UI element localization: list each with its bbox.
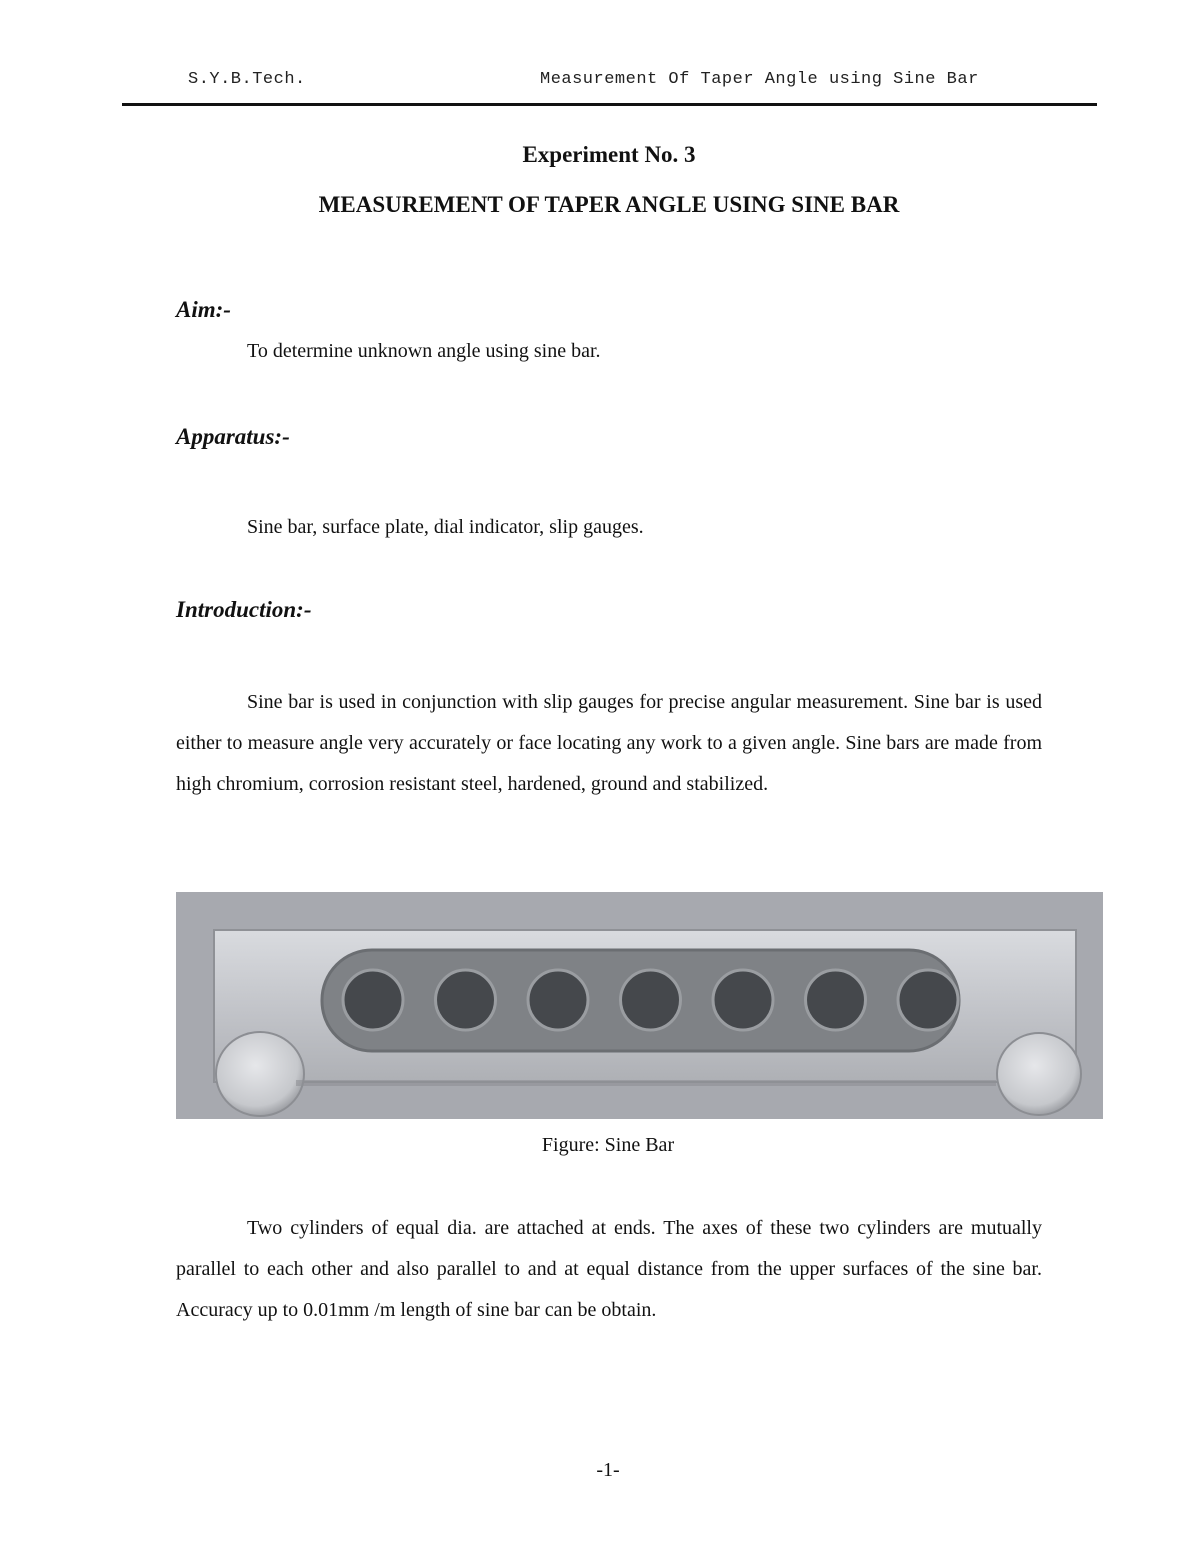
right-roller [997,1033,1081,1115]
apparatus-heading: Apparatus:- [176,424,290,449]
sine-bar-photo [176,892,1103,1119]
sine-bar-illustration [176,892,1103,1119]
header-course: S.Y.B.Tech. [188,70,306,89]
figure-caption: Figure: Sine Bar [541,1134,675,1156]
sine-bar-hole [898,970,958,1030]
apparatus-text: Sine bar, surface plate, dial indicator, slip gauges. [247,516,644,538]
sine-bar-hole [621,970,681,1030]
running-header [0,70,1200,94]
aim-heading: Aim:- [176,297,231,322]
sine-bar-hole [436,970,496,1030]
sine-bar-hole [343,970,403,1030]
sine-bar-hole [528,970,588,1030]
sine-bar-hole [806,970,866,1030]
sine-bar-hole [713,970,773,1030]
left-roller [216,1032,304,1116]
introduction-paragraph-1: Sine bar is used in conjunction with slip gauges for precise angular measurement. Sine bar is used either to measure angle very accurately or face locating any work to a given angle. Sine bars are made from high chromium, corrosion resistant steel, hardened, ground and stabilized. [176,691,1042,795]
page-number: -1- [596,1459,620,1481]
page-title: MEASUREMENT OF TAPER ANGLE USING SINE BAR [318,192,900,217]
aim-text: To determine unknown angle using sine bar. [247,340,601,362]
header-divider [122,103,1097,106]
header-doc-title: Measurement Of Taper Angle using Sine Bar [540,70,979,89]
introduction-heading: Introduction:- [176,597,312,622]
experiment-number: Experiment No. 3 [522,142,696,167]
introduction-paragraph-2: Two cylinders of equal dia. are attached at ends. The axes of these two cylinders are mutually parallel to each other and also parallel to and at equal distance from the upper surfaces of the sine bar. Accuracy up to 0.01mm /m length of sine bar can be obtain. [176,1217,1042,1321]
